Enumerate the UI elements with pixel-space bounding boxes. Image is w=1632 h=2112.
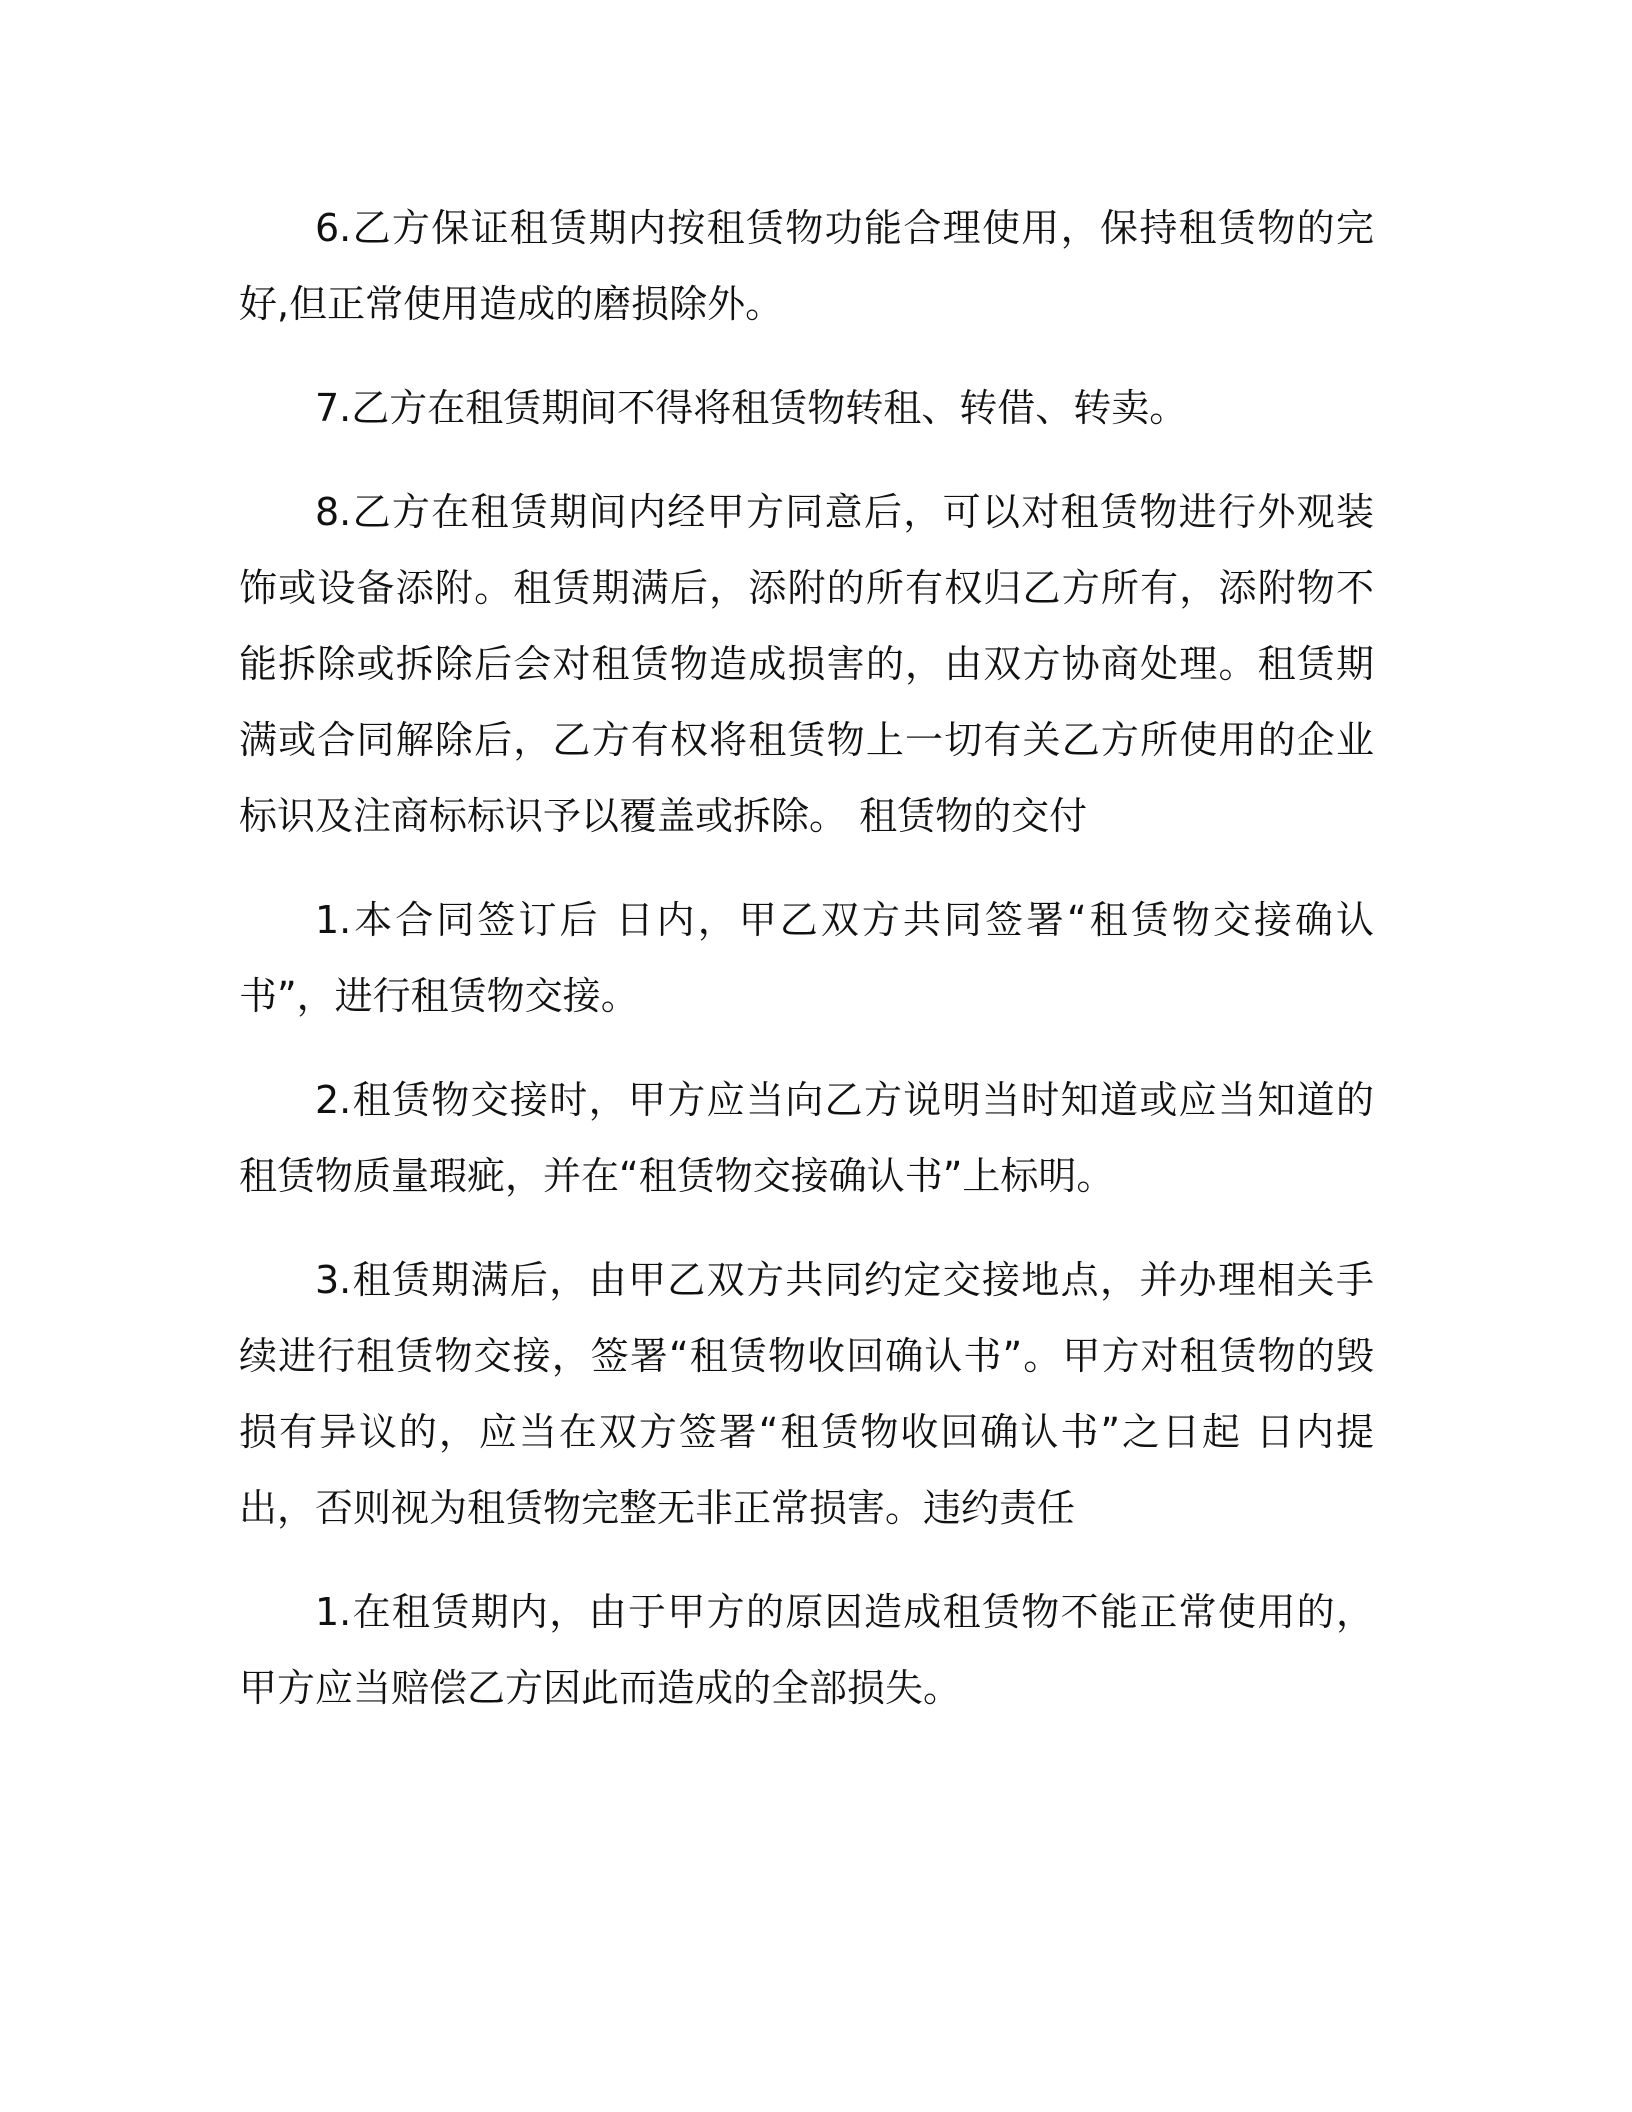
clause-8-decoration-and-attachments: 8.乙方在租赁期间内经甲方同意后，可以对租赁物进行外观装饰或设备添附。租赁期满后，添附的所有权归乙方所有，添附物不能拆除或拆除后会对租赁物造成损害的，由双方协商处理。租赁期满或合同解除后，乙方有权将租赁物上一切有关乙方所使用的企业标识及注商标标识予以覆盖或拆除。 租赁物的交付 <box>239 490 1374 838</box>
clause-6-use-and-maintenance: 6.乙方保证租赁期内按租赁物功能合理使用，保持租赁物的完好,但正常使用造成的磨损除外。 <box>239 206 1374 326</box>
delivery-clause-2-quality-defects: 2.租赁物交接时，甲方应当向乙方说明当时知道或应当知道的租赁物质量瑕疵，并在“租赁物交接确认书”上标明。 <box>239 1078 1374 1198</box>
delivery-clause-3-return: 3.租赁期满后，由甲乙双方共同约定交接地点，并办理相关手续进行租赁物交接，签署“租赁物收回确认书”。甲方对租赁物的毁损有异议的，应当在双方签署“租赁物收回确认书”之日起 日内提出，否则视为租赁物完整无非正常损害。违约责任 <box>239 1258 1374 1530</box>
liability-clause-1-compensation: 1.在租赁期内，由于甲方的原因造成租赁物不能正常使用的，甲方应当赔偿乙方因此而造成的全部损失。 <box>239 1590 1374 1710</box>
document-body <box>239 190 1374 1754</box>
clause-7-no-sublease: 7.乙方在租赁期间不得将租赁物转租、转借、转卖。 <box>315 386 1188 430</box>
delivery-clause-1-handover: 1.本合同签订后 日内，甲乙双方共同签署“租赁物交接确认书”，进行租赁物交接。 <box>239 898 1374 1018</box>
